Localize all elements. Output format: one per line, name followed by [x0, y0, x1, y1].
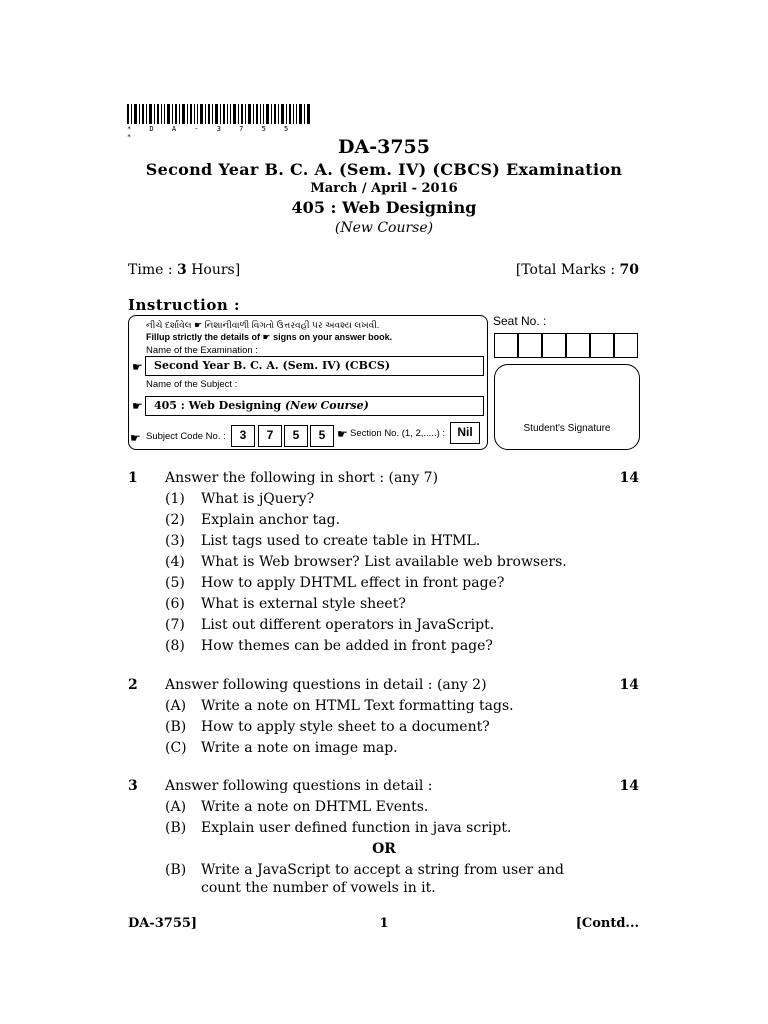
item-text: What is external style sheet?: [201, 596, 406, 612]
pointing-hand-icon: ☛: [130, 431, 141, 445]
item-text: What is Web browser? List available web browsers.: [201, 554, 567, 570]
item-text: Explain anchor tag.: [201, 512, 341, 528]
subject-code-digit: 5: [310, 425, 334, 447]
marks-value: 70: [619, 262, 639, 278]
total-marks: [516, 262, 639, 278]
gujarati-note: નીચે દર્શાવેલ ☛ નિશાનીવાળી વિગતો ઉત્તરવહી પર અવશ્ય લખવી.: [146, 320, 380, 330]
barcode-caption: * D A - 3 7 5 5 *: [127, 125, 296, 141]
section-label: Section No. (1, 2,.....) :: [350, 428, 446, 439]
item-text: Write a note on DHTML Events.: [201, 799, 429, 815]
pointing-hand-icon: ☛: [337, 427, 348, 441]
question-number: 3: [128, 778, 138, 794]
item-text: How themes can be added in front page?: [201, 638, 493, 654]
exam-name-field: Second Year B. C. A. (Sem. IV) (CBCS): [145, 356, 484, 376]
time-allowed: [128, 262, 240, 278]
exam-name-label: Name of the Examination :: [146, 345, 258, 356]
seat-no-label: Seat No. :: [493, 314, 547, 328]
item-label: (1): [165, 491, 185, 507]
subject-code-digit: 5: [284, 425, 308, 447]
subject-code-label: Subject Code No. :: [146, 431, 226, 442]
subject-name-value: 405 : Web Designing: [154, 399, 282, 412]
subject-name-field: [145, 396, 484, 416]
seat-no-cell: [494, 333, 518, 358]
section-value: Nil: [450, 422, 480, 444]
item-label: (8): [165, 638, 185, 654]
item-text: List out different operators in JavaScript.: [201, 617, 495, 633]
question-marks: 14: [619, 470, 639, 486]
fillup-note: Fillup strictly the details of ☛ signs on your answer book.: [146, 332, 393, 342]
footer-continued: [Contd...: [575, 916, 639, 931]
signature-label: Student's Signature: [523, 423, 611, 434]
subject-code-digit: 7: [258, 425, 282, 447]
exam-session: March / April - 2016: [310, 181, 458, 196]
item-text: List tags used to create table in HTML.: [201, 533, 481, 549]
question-number: 1: [128, 470, 138, 486]
course-label: (New Course): [334, 220, 434, 236]
question-text: Answer following questions in detail : (any 2): [165, 677, 487, 693]
item-text: Write a note on HTML Text formatting tags.: [201, 698, 514, 714]
subject-code-digit: 3: [231, 425, 255, 447]
item-label: (B): [165, 820, 187, 836]
or-separator: OR: [372, 841, 396, 857]
item-label: (4): [165, 554, 185, 570]
item-label: (A): [165, 799, 187, 815]
item-label: (C): [165, 740, 187, 756]
exam-title: Second Year B. C. A. (Sem. IV) (CBCS) Examination: [145, 160, 623, 179]
subject-name-label: Name of the Subject :: [146, 379, 238, 390]
question-number: 2: [128, 677, 138, 693]
item-text: What is jQuery?: [201, 491, 315, 507]
instruction-heading: Instruction :: [128, 296, 241, 314]
seat-no-cell: [542, 333, 566, 358]
time-label: Time :: [128, 262, 177, 278]
seat-no-cell: [614, 333, 638, 358]
seat-no-cell: [590, 333, 614, 358]
item-label: (B): [165, 719, 187, 735]
item-text: How to apply DHTML effect in front page?: [201, 575, 505, 591]
item-text: Write a note on image map.: [201, 740, 398, 756]
item-label: (7): [165, 617, 185, 633]
question-text: Answer the following in short : (any 7): [165, 470, 439, 486]
item-label: (2): [165, 512, 185, 528]
question-marks: 14: [619, 778, 639, 794]
item-label: (6): [165, 596, 185, 612]
subject-title: 405 : Web Designing: [291, 198, 477, 217]
paper-code: DA-3755: [338, 136, 430, 158]
subject-course-value: (New Course): [284, 399, 369, 412]
item-text-continued: count the number of vowels in it.: [201, 880, 436, 896]
marks-label: [Total Marks :: [515, 262, 620, 278]
barcode: [127, 104, 310, 124]
item-label: (5): [165, 575, 185, 591]
pointing-hand-icon: ☛: [132, 399, 143, 413]
item-text: Write a JavaScript to accept a string from user and: [201, 862, 564, 878]
question-text: Answer following questions in detail :: [165, 778, 433, 794]
question-marks: 14: [619, 677, 639, 693]
seat-no-cell: [566, 333, 590, 358]
footer-paper-code: DA-3755]: [128, 916, 198, 931]
item-text: How to apply style sheet to a document?: [201, 719, 490, 735]
pointing-hand-icon: ☛: [132, 360, 143, 374]
page-number: 1: [379, 916, 389, 931]
time-value: 3: [177, 262, 187, 278]
time-unit: Hours]: [191, 262, 241, 278]
signature-box: [494, 364, 640, 450]
seat-no-cell: [518, 333, 542, 358]
item-label: (A): [165, 698, 187, 714]
item-label: (B): [165, 862, 187, 878]
item-text: Explain user defined function in java script.: [201, 820, 512, 836]
item-label: (3): [165, 533, 185, 549]
